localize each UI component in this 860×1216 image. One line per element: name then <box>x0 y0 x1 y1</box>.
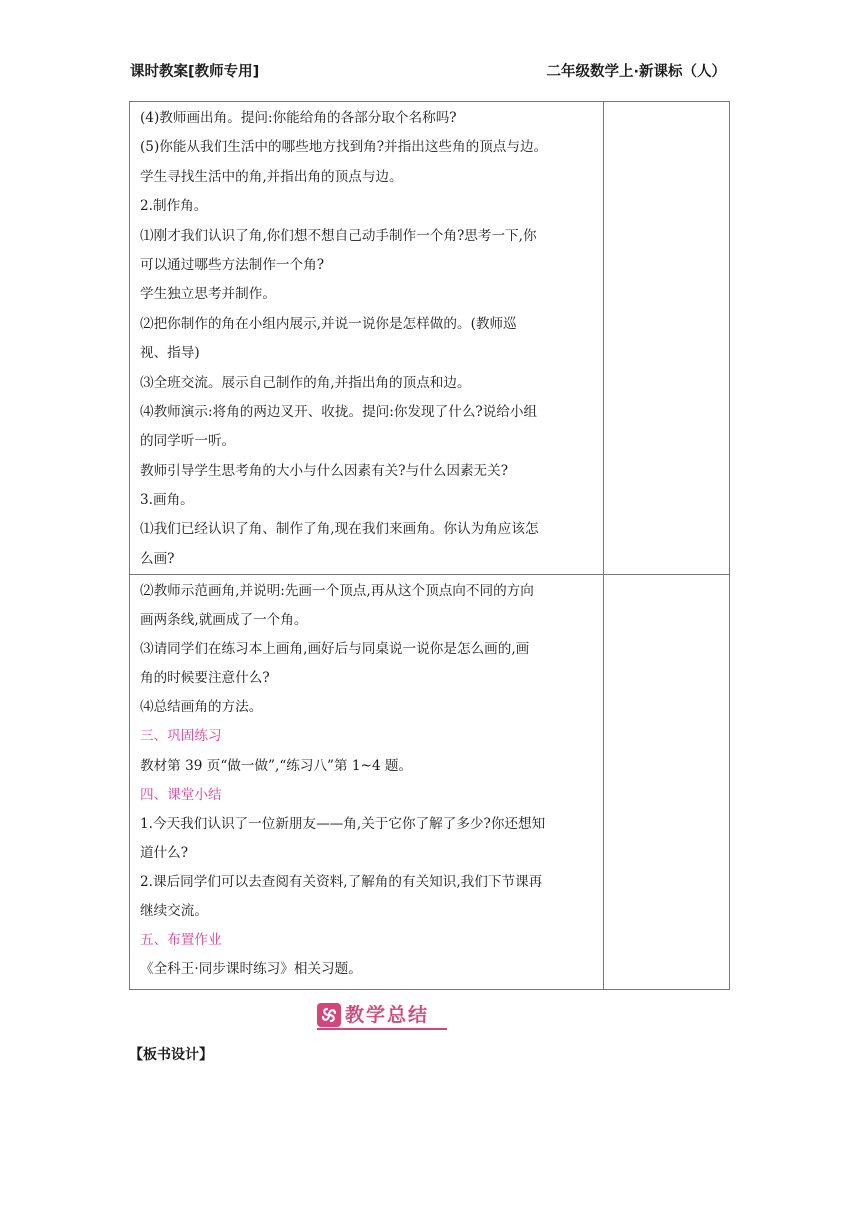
table-line: 画两条线,就画成了一个角。 <box>140 612 308 629</box>
table-line: 么画? <box>140 550 175 567</box>
lesson-table-part-2 <box>129 574 730 990</box>
table-line: 3.画角。 <box>140 492 194 509</box>
header-right: 二年级数学上·新课标（人） <box>546 64 726 80</box>
board-design-label: 【板书设计】 <box>129 1047 213 1063</box>
table-line: 教师引导学生思考角的大小与什么因素有关?与什么因素无关? <box>140 462 509 479</box>
banner-underline <box>317 1028 447 1030</box>
table-line: ⑵教师示范画角,并说明:先画一个顶点,再从这个顶点向不同的方向 <box>140 583 534 599</box>
table-line: 1.今天我们认识了一位新朋友——角,关于它你了解了多少?你还想知 <box>140 815 546 832</box>
table-line: ⑶请同学们在练习本上画角,画好后与同桌说一说你是怎么画的,画 <box>140 641 530 658</box>
header-left: 课时教案[教师专用] <box>130 64 260 80</box>
table-line: 2.制作角。 <box>140 198 208 215</box>
table-line: 《全科王·同步课时练习》相关习题。 <box>140 961 362 978</box>
table-line: 2.课后同学们可以去查阅有关资料,了解角的有关知识,我们下节课再 <box>140 873 543 890</box>
table-line: ⑶全班交流。展示自己制作的角,并指出角的顶点和边。 <box>140 374 471 391</box>
table-line: 学生寻找生活中的角,并指出角的顶点与边。 <box>140 168 403 185</box>
table-line: ⑴我们已经认识了角、制作了角,现在我们来画角。你认为角应该怎 <box>140 521 539 538</box>
table-line: 学生独立思考并制作。 <box>140 286 276 303</box>
main-column <box>130 102 604 574</box>
section-heading: 四、课堂小结 <box>140 786 222 803</box>
table-line: ⑴刚才我们认识了角,你们想不想自己动手制作一个角?思考一下,你 <box>140 227 537 244</box>
table-line: (4)教师画出角。提问:你能给角的各部分取个名称吗? <box>140 110 457 126</box>
main-column <box>130 575 604 989</box>
table-line: ⑷教师演示:将角的两边叉开、收拢。提问:你发现了什么?说给小组 <box>140 403 538 420</box>
banner-title: 教学总结 <box>345 1004 430 1026</box>
table-line: ⑵把你制作的角在小组内展示,并说一说你是怎样做的。(教师巡 <box>140 315 517 332</box>
table-line: 道什么? <box>140 844 189 861</box>
lesson-table-part-1 <box>129 101 730 575</box>
table-line: 视、指导) <box>140 345 200 362</box>
section-heading: 三、巩固练习 <box>140 728 222 745</box>
swirl-logo-icon <box>317 1003 341 1027</box>
table-line: 继续交流。 <box>140 903 208 920</box>
table-line: 可以通过哪些方法制作一个角? <box>140 256 325 273</box>
table-line: 角的时候要注意什么? <box>140 670 270 687</box>
table-line: 的同学听一听。 <box>140 433 236 450</box>
teaching-summary-banner <box>317 1003 447 1030</box>
table-line: ⑷总结画角的方法。 <box>140 699 263 716</box>
section-heading: 五、布置作业 <box>140 932 222 949</box>
table-line: 教材第 39 页“做一做”,“练习八”第 1~4 题。 <box>140 757 413 774</box>
table-line: (5)你能从我们生活中的哪些地方找到角?并指出这些角的顶点与边。 <box>140 139 548 156</box>
